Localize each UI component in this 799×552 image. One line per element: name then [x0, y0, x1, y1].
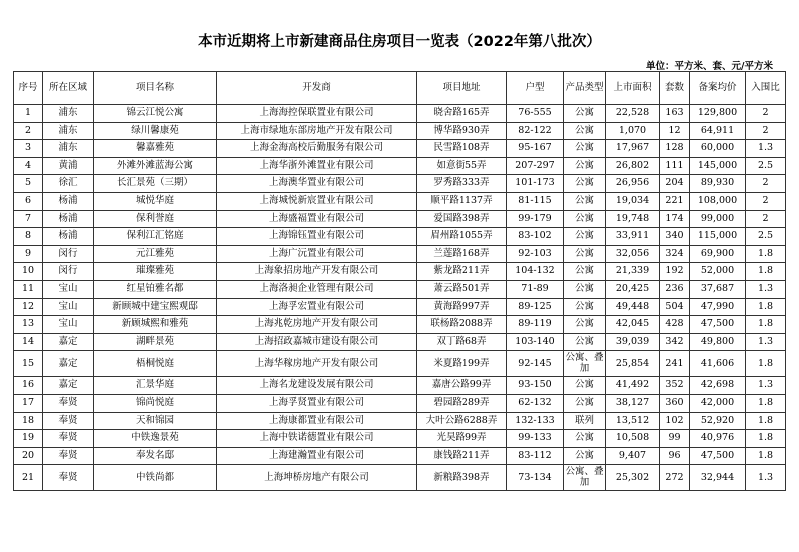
cell-unit-count: 236 — [660, 280, 690, 298]
cell-project-address: 嘉唐公路99弄 — [417, 377, 507, 395]
table-row — [14, 316, 786, 334]
cell-developer: 上海城悦新宸置业有限公司 — [217, 192, 417, 210]
cell-row-number: 12 — [14, 298, 43, 316]
table-row — [14, 280, 786, 298]
cell-district: 宝山 — [43, 298, 94, 316]
cell-unit-count: 99 — [660, 430, 690, 448]
cell-project-name: 璀璨雅苑 — [94, 263, 217, 281]
header-project-name: 项目名称 — [94, 72, 217, 105]
cell-row-number: 15 — [14, 351, 43, 377]
cell-project-address: 双丁路68弄 — [417, 333, 507, 351]
cell-unit-type: 89-125 — [507, 298, 564, 316]
cell-unit-count: 204 — [660, 175, 690, 193]
cell-unit-type: 76-555 — [507, 105, 564, 123]
cell-unit-count: 174 — [660, 210, 690, 228]
cell-row-number: 14 — [14, 333, 43, 351]
cell-row-number: 4 — [14, 157, 43, 175]
cell-filed-average-price: 47,990 — [690, 298, 746, 316]
cell-filed-average-price: 49,800 — [690, 333, 746, 351]
cell-district: 嘉定 — [43, 377, 94, 395]
cell-unit-count: 221 — [660, 192, 690, 210]
cell-row-number: 16 — [14, 377, 43, 395]
cell-product-type: 公寓 — [564, 192, 606, 210]
cell-qualification-ratio: 1.3 — [746, 333, 786, 351]
cell-unit-type: 103-140 — [507, 333, 564, 351]
unit-note: 单位：平方米、套、元/平方米 — [646, 61, 773, 72]
cell-project-name: 中铁尚都 — [94, 465, 217, 491]
cell-project-name: 元江雅苑 — [94, 245, 217, 263]
cell-developer: 上海华浙外滩置业有限公司 — [217, 157, 417, 175]
cell-project-address: 碧园路289弄 — [417, 394, 507, 412]
cell-listed-area: 39,039 — [606, 333, 660, 351]
cell-product-type: 公寓 — [564, 280, 606, 298]
cell-unit-type: 101-173 — [507, 175, 564, 193]
cell-district: 杨浦 — [43, 228, 94, 246]
cell-product-type: 公寓、叠加 — [564, 351, 606, 377]
cell-unit-count: 12 — [660, 122, 690, 140]
cell-district: 嘉定 — [43, 351, 94, 377]
cell-project-address: 眉州路1055弄 — [417, 228, 507, 246]
cell-project-name: 保利誉庭 — [94, 210, 217, 228]
cell-unit-count: 340 — [660, 228, 690, 246]
cell-project-name: 馨嘉雅苑 — [94, 140, 217, 158]
cell-row-number: 8 — [14, 228, 43, 246]
cell-district: 闵行 — [43, 245, 94, 263]
cell-developer: 上海名龙建设发展有限公司 — [217, 377, 417, 395]
table-row — [14, 105, 786, 123]
table-row — [14, 192, 786, 210]
cell-qualification-ratio: 1.8 — [746, 447, 786, 465]
cell-project-name: 汇景华庭 — [94, 377, 217, 395]
cell-project-address: 光昊路99弄 — [417, 430, 507, 448]
header-qualification-ratio: 入围比 — [746, 72, 786, 105]
cell-unit-count: 192 — [660, 263, 690, 281]
cell-developer: 上海孚宏置业有限公司 — [217, 298, 417, 316]
cell-developer: 上海洛昶企业管理有限公司 — [217, 280, 417, 298]
page-title: 本市近期将上市新建商品住房项目一览表（2022年第八批次） — [198, 34, 601, 50]
cell-developer: 上海兆乾房地产开发有限公司 — [217, 316, 417, 334]
cell-project-name: 外滩外滩蓝海公寓 — [94, 157, 217, 175]
cell-district: 浦东 — [43, 122, 94, 140]
cell-district: 杨浦 — [43, 192, 94, 210]
cell-product-type: 公寓 — [564, 447, 606, 465]
cell-unit-type: 93-150 — [507, 377, 564, 395]
cell-unit-count: 428 — [660, 316, 690, 334]
cell-unit-type: 83-112 — [507, 447, 564, 465]
cell-product-type: 公寓、叠加 — [564, 465, 606, 491]
cell-project-name: 长汇景苑（三期） — [94, 175, 217, 193]
cell-unit-count: 96 — [660, 447, 690, 465]
cell-unit-count: 342 — [660, 333, 690, 351]
header-developer: 开发商 — [217, 72, 417, 105]
cell-district: 奉贤 — [43, 430, 94, 448]
cell-qualification-ratio: 1.3 — [746, 140, 786, 158]
table-row — [14, 298, 786, 316]
table-row — [14, 157, 786, 175]
cell-product-type: 公寓 — [564, 263, 606, 281]
table-row — [14, 394, 786, 412]
cell-listed-area: 32,056 — [606, 245, 660, 263]
cell-row-number: 9 — [14, 245, 43, 263]
table-row — [14, 447, 786, 465]
cell-filed-average-price: 52,000 — [690, 263, 746, 281]
cell-qualification-ratio: 1.8 — [746, 351, 786, 377]
cell-developer: 上海澳华置业有限公司 — [217, 175, 417, 193]
cell-row-number: 1 — [14, 105, 43, 123]
cell-product-type: 公寓 — [564, 377, 606, 395]
table-row — [14, 412, 786, 430]
cell-project-address: 爱国路398弄 — [417, 210, 507, 228]
cell-product-type: 公寓 — [564, 228, 606, 246]
cell-qualification-ratio: 2.5 — [746, 228, 786, 246]
cell-district: 浦东 — [43, 140, 94, 158]
cell-filed-average-price: 64,911 — [690, 122, 746, 140]
cell-unit-type: 95-167 — [507, 140, 564, 158]
cell-project-name: 新顾城中建宝熙观邸 — [94, 298, 217, 316]
cell-project-address: 晓舍路165弄 — [417, 105, 507, 123]
cell-project-name: 湖畔景苑 — [94, 333, 217, 351]
cell-listed-area: 21,339 — [606, 263, 660, 281]
cell-developer: 上海康都置业有限公司 — [217, 412, 417, 430]
cell-listed-area: 20,425 — [606, 280, 660, 298]
cell-developer: 上海建瀚置业有限公司 — [217, 447, 417, 465]
cell-unit-type: 83-102 — [507, 228, 564, 246]
cell-developer: 上海招政嘉城市建设有限公司 — [217, 333, 417, 351]
cell-listed-area: 1,070 — [606, 122, 660, 140]
cell-product-type: 公寓 — [564, 122, 606, 140]
cell-unit-type: 132-133 — [507, 412, 564, 430]
cell-unit-type: 207-297 — [507, 157, 564, 175]
cell-project-address: 民雪路108弄 — [417, 140, 507, 158]
cell-listed-area: 33,911 — [606, 228, 660, 246]
cell-unit-count: 360 — [660, 394, 690, 412]
cell-filed-average-price: 42,698 — [690, 377, 746, 395]
cell-developer: 上海广沅置业有限公司 — [217, 245, 417, 263]
cell-qualification-ratio: 2 — [746, 122, 786, 140]
cell-qualification-ratio: 1.8 — [746, 245, 786, 263]
cell-project-address: 罗秀路333弄 — [417, 175, 507, 193]
cell-row-number: 13 — [14, 316, 43, 334]
cell-filed-average-price: 115,000 — [690, 228, 746, 246]
cell-product-type: 公寓 — [564, 333, 606, 351]
cell-row-number: 6 — [14, 192, 43, 210]
cell-district: 黄浦 — [43, 157, 94, 175]
cell-unit-type: 82-122 — [507, 122, 564, 140]
cell-listed-area: 19,748 — [606, 210, 660, 228]
table-row — [14, 228, 786, 246]
cell-qualification-ratio: 1.8 — [746, 430, 786, 448]
cell-listed-area: 10,508 — [606, 430, 660, 448]
table-header-row — [14, 72, 786, 105]
cell-project-address: 兰莲路168弄 — [417, 245, 507, 263]
table-row — [14, 465, 786, 491]
cell-project-address: 新粮路398弄 — [417, 465, 507, 491]
cell-unit-count: 128 — [660, 140, 690, 158]
cell-project-name: 城悦华庭 — [94, 192, 217, 210]
cell-unit-type: 99-133 — [507, 430, 564, 448]
cell-filed-average-price: 32,944 — [690, 465, 746, 491]
cell-qualification-ratio: 1.8 — [746, 394, 786, 412]
cell-row-number: 2 — [14, 122, 43, 140]
cell-project-address: 黄海路997弄 — [417, 298, 507, 316]
cell-developer: 上海金海高校后勤服务有限公司 — [217, 140, 417, 158]
cell-unit-type: 71-89 — [507, 280, 564, 298]
cell-project-address: 联杨路2088弄 — [417, 316, 507, 334]
table-row — [14, 245, 786, 263]
cell-developer: 上海坤桥房地产有限公司 — [217, 465, 417, 491]
cell-unit-type: 92-145 — [507, 351, 564, 377]
housing-projects-table — [13, 71, 786, 491]
cell-developer: 上海中铁诺德置业有限公司 — [217, 430, 417, 448]
table-row — [14, 377, 786, 395]
cell-project-name: 锦云江悦公寓 — [94, 105, 217, 123]
cell-district: 杨浦 — [43, 210, 94, 228]
cell-row-number: 11 — [14, 280, 43, 298]
cell-unit-type: 99-179 — [507, 210, 564, 228]
cell-project-address: 如意街55弄 — [417, 157, 507, 175]
cell-listed-area: 9,407 — [606, 447, 660, 465]
cell-qualification-ratio: 1.8 — [746, 316, 786, 334]
cell-project-name: 新顾城熙和雅苑 — [94, 316, 217, 334]
table-row — [14, 430, 786, 448]
cell-developer: 上海象招房地产开发有限公司 — [217, 263, 417, 281]
cell-listed-area: 22,528 — [606, 105, 660, 123]
cell-unit-count: 111 — [660, 157, 690, 175]
cell-product-type: 公寓 — [564, 316, 606, 334]
cell-row-number: 20 — [14, 447, 43, 465]
cell-filed-average-price: 47,500 — [690, 316, 746, 334]
table-row — [14, 263, 786, 281]
cell-qualification-ratio: 1.8 — [746, 412, 786, 430]
cell-developer: 上海华稼房地产开发有限公司 — [217, 351, 417, 377]
cell-unit-count: 352 — [660, 377, 690, 395]
cell-project-name: 保利江汇铭庭 — [94, 228, 217, 246]
cell-district: 浦东 — [43, 105, 94, 123]
cell-filed-average-price: 99,000 — [690, 210, 746, 228]
cell-project-address: 萧云路501弄 — [417, 280, 507, 298]
cell-listed-area: 19,034 — [606, 192, 660, 210]
table-row — [14, 140, 786, 158]
cell-product-type: 联列 — [564, 412, 606, 430]
cell-filed-average-price: 69,900 — [690, 245, 746, 263]
cell-project-name: 梧桐悦庭 — [94, 351, 217, 377]
cell-unit-type: 73-134 — [507, 465, 564, 491]
cell-listed-area: 13,512 — [606, 412, 660, 430]
cell-product-type: 公寓 — [564, 394, 606, 412]
cell-filed-average-price: 89,930 — [690, 175, 746, 193]
table-row — [14, 351, 786, 377]
header-district: 所在区域 — [43, 72, 94, 105]
cell-project-address: 博华路930弄 — [417, 122, 507, 140]
cell-project-address: 大叶公路6288弄 — [417, 412, 507, 430]
cell-row-number: 17 — [14, 394, 43, 412]
cell-unit-type: 92-103 — [507, 245, 564, 263]
header-product-type: 产品类型 — [564, 72, 606, 105]
cell-product-type: 公寓 — [564, 245, 606, 263]
cell-product-type: 公寓 — [564, 298, 606, 316]
cell-row-number: 10 — [14, 263, 43, 281]
cell-qualification-ratio: 2.5 — [746, 157, 786, 175]
table-row — [14, 175, 786, 193]
cell-developer: 上海盛福置业有限公司 — [217, 210, 417, 228]
cell-district: 奉贤 — [43, 447, 94, 465]
cell-filed-average-price: 42,000 — [690, 394, 746, 412]
table-row — [14, 333, 786, 351]
cell-qualification-ratio: 1.8 — [746, 263, 786, 281]
cell-project-name: 天和锦园 — [94, 412, 217, 430]
cell-filed-average-price: 52,920 — [690, 412, 746, 430]
cell-filed-average-price: 37,687 — [690, 280, 746, 298]
cell-qualification-ratio: 1.3 — [746, 377, 786, 395]
cell-product-type: 公寓 — [564, 157, 606, 175]
table-row — [14, 122, 786, 140]
cell-filed-average-price: 41,606 — [690, 351, 746, 377]
cell-row-number: 7 — [14, 210, 43, 228]
cell-listed-area: 42,045 — [606, 316, 660, 334]
cell-project-name: 绿川馨康苑 — [94, 122, 217, 140]
header-project-address: 项目地址 — [417, 72, 507, 105]
header-unit-type: 户型 — [507, 72, 564, 105]
cell-qualification-ratio: 1.3 — [746, 465, 786, 491]
cell-district: 宝山 — [43, 316, 94, 334]
cell-product-type: 公寓 — [564, 140, 606, 158]
cell-qualification-ratio: 2 — [746, 210, 786, 228]
cell-unit-type: 89-119 — [507, 316, 564, 334]
cell-district: 奉贤 — [43, 412, 94, 430]
cell-row-number: 19 — [14, 430, 43, 448]
cell-district: 徐汇 — [43, 175, 94, 193]
cell-unit-count: 272 — [660, 465, 690, 491]
cell-unit-count: 324 — [660, 245, 690, 263]
cell-listed-area: 26,956 — [606, 175, 660, 193]
cell-filed-average-price: 129,800 — [690, 105, 746, 123]
cell-listed-area: 38,127 — [606, 394, 660, 412]
header-unit-count: 套数 — [660, 72, 690, 105]
cell-district: 闵行 — [43, 263, 94, 281]
cell-unit-count: 163 — [660, 105, 690, 123]
cell-filed-average-price: 47,500 — [690, 447, 746, 465]
cell-district: 嘉定 — [43, 333, 94, 351]
cell-filed-average-price: 145,000 — [690, 157, 746, 175]
header-listed-area: 上市面积 — [606, 72, 660, 105]
cell-listed-area: 26,802 — [606, 157, 660, 175]
cell-product-type: 公寓 — [564, 210, 606, 228]
cell-developer: 上海锦钰置业有限公司 — [217, 228, 417, 246]
header-row-number: 序号 — [14, 72, 43, 105]
cell-listed-area: 25,302 — [606, 465, 660, 491]
cell-qualification-ratio: 2 — [746, 105, 786, 123]
cell-qualification-ratio: 2 — [746, 175, 786, 193]
cell-row-number: 3 — [14, 140, 43, 158]
cell-filed-average-price: 108,000 — [690, 192, 746, 210]
cell-project-address: 顺平路1137弄 — [417, 192, 507, 210]
cell-filed-average-price: 60,000 — [690, 140, 746, 158]
cell-unit-type: 81-115 — [507, 192, 564, 210]
cell-product-type: 公寓 — [564, 175, 606, 193]
cell-district: 奉贤 — [43, 394, 94, 412]
cell-district: 宝山 — [43, 280, 94, 298]
cell-listed-area: 41,492 — [606, 377, 660, 395]
cell-project-address: 紫龙路211弄 — [417, 263, 507, 281]
cell-project-address: 米夏路199弄 — [417, 351, 507, 377]
cell-product-type: 公寓 — [564, 105, 606, 123]
cell-developer: 上海孚贤置业有限公司 — [217, 394, 417, 412]
cell-project-name: 红星铂雅名都 — [94, 280, 217, 298]
cell-unit-count: 504 — [660, 298, 690, 316]
cell-developer: 上海市绿地东部房地产开发有限公司 — [217, 122, 417, 140]
cell-filed-average-price: 40,976 — [690, 430, 746, 448]
header-filed-average-price: 备案均价 — [690, 72, 746, 105]
cell-unit-count: 102 — [660, 412, 690, 430]
cell-unit-type: 104-132 — [507, 263, 564, 281]
cell-row-number: 18 — [14, 412, 43, 430]
cell-product-type: 公寓 — [564, 430, 606, 448]
cell-listed-area: 25,854 — [606, 351, 660, 377]
cell-project-name: 奉发名邸 — [94, 447, 217, 465]
cell-qualification-ratio: 2 — [746, 192, 786, 210]
cell-qualification-ratio: 1.3 — [746, 280, 786, 298]
table-row — [14, 210, 786, 228]
cell-row-number: 5 — [14, 175, 43, 193]
cell-project-address: 康钱路211弄 — [417, 447, 507, 465]
cell-listed-area: 49,448 — [606, 298, 660, 316]
cell-developer: 上海海控保联置业有限公司 — [217, 105, 417, 123]
cell-qualification-ratio: 1.8 — [746, 298, 786, 316]
cell-project-name: 中铁逸景苑 — [94, 430, 217, 448]
cell-project-name: 锦尚悦庭 — [94, 394, 217, 412]
cell-unit-count: 241 — [660, 351, 690, 377]
cell-row-number: 21 — [14, 465, 43, 491]
cell-listed-area: 17,967 — [606, 140, 660, 158]
cell-district: 奉贤 — [43, 465, 94, 491]
cell-unit-type: 62-132 — [507, 394, 564, 412]
